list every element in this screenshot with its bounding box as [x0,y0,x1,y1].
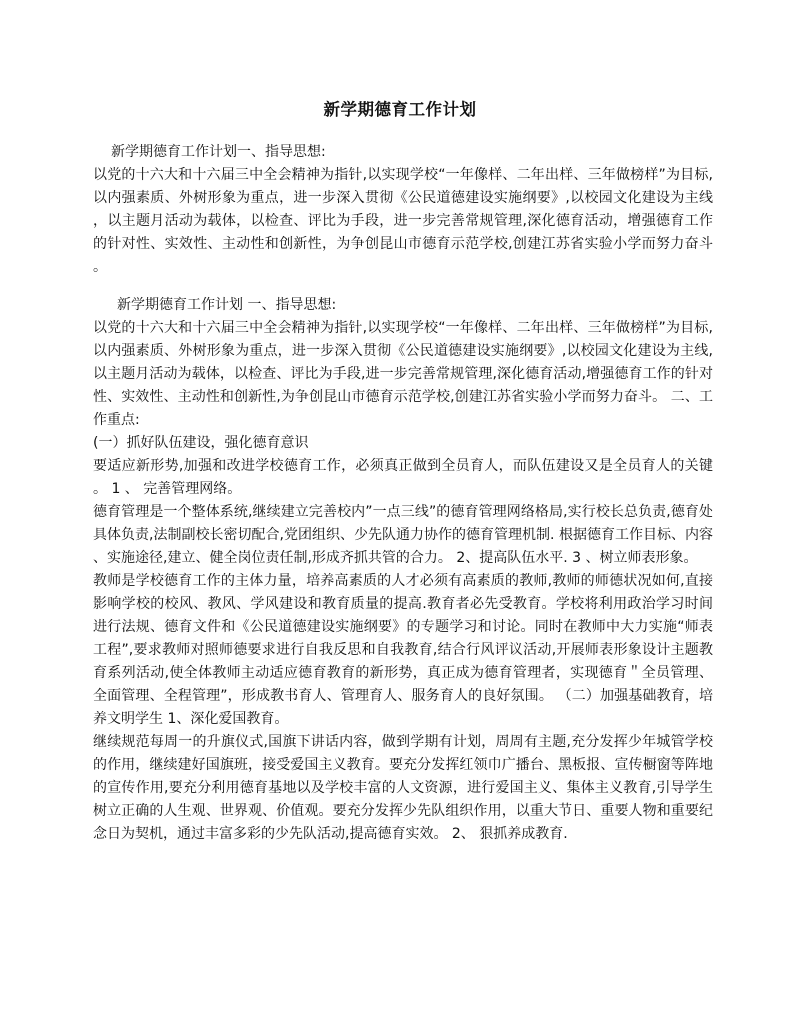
section-one [93,141,713,279]
section-two-paragraph: 教师是学校德育工作的主体力量，培养高素质的人才必须有高素质的教师,教师的师德状况如何,直接影响学校的校风、教风、学风建设和教育质量的提高.教育者必先受教育。学校将利用政治学习时间进行法规、德育文件和《公民道德建设实施纲要》的专题学习和讨论。同时在教师中大力实施“师表工程”,要求教师对照师德要求进行自我反思和自我教育,结合行风评议活动,开展师表形象设计主题教育系列活动,使全体教师主动适应德育教育的新形势，真正成为德育管理者，实现德育＂全员管理、全面管理、全程管理”，形成教书育人、管理育人、服务育人的良好氛围。 （二）加强基础教育，培养文明学生 1、深化爱国教育。 [93,573,713,727]
section-two [93,294,713,846]
section-two-heading: 新学期德育工作计划 一、指导思想: [117,297,337,313]
section-one-body: 以党的十六大和十六届三中全会精神为指针,以实现学校“一年像样、二年出样、三年做榜样”为目标,以内强素质、外树形象为重点，进一步深入贯彻《公民道德建设实施纲要》,以校园文化建设为主线，以主题月活动为载体，以检查、评比为手段，进一步完善常规管理,深化德育活动，增强德育工作的针对性、实效性、主动性和创新性，为争创昆山市德育示范学校,创建江苏省实验小学而努力奋斗。 [93,167,713,275]
section-two-paragraph: (一）抓好队伍建设，强化德育意识 [93,435,309,451]
section-one-heading: 新学期德育工作计划一、指导思想: [111,144,326,160]
section-two-paragraph: 继续规范每周一的升旗仪式,国旗下讲话内容，做到学期有计划，周周有主题,充分发挥少年城管学校的作用，继续建好国旗班，接受爱国主义教育。要充分发挥红领巾广播台、黑板报、宣传橱窗等阵地的宣传作用,要充分利用德育基地以及学校丰富的人文资源，进行爱国主义、集体主义教育,引导学生树立正确的人生观、世界观、价值观。要充分发挥少先队组织作用，以重大节日、重要人物和重要纪念日为契机，通过丰富多彩的少先队活动,提高德育实效。 2、 狠抓养成教育. [93,734,713,842]
section-two-paragraph: 以党的十六大和十六届三中全会精神为指针,以实现学校“一年像样、二年出样、三年做榜样”为目标,以内强素质、外树形象为重点，进一步深入贯彻《公民道德建设实施纲要》,以校园文化建设为主线,以主题月活动为载体，以检查、评比为手段,进一步完善常规管理,深化德育活动,增强德育工作的针对性、实效性、主动性和创新性,为争创昆山市德育示范学校,创建江苏省实验小学而努力奋斗。 二、工作重点: [93,320,713,428]
section-two-paragraph: 德育管理是一个整体系统,继续建立完善校内”一点三线”的德育管理网络格局,实行校长总负责,德育处具体负责,法制副校长密切配合,党团组织、少先队通力协作的德育管理机制. 根据德育工作目标、内容、实施途径,建立、健全岗位责任制,形成齐抓共管的合力。 2、提高队伍水平. 3 、树立师表形象。 [93,504,713,566]
section-two-paragraph: 要适应新形势,加强和改进学校德育工作，必须真正做到全员育人，而队伍建设又是全员育人的关键。 1 、 完善管理网络。 [93,458,713,497]
document-title: 新学期德育工作计划 [323,100,477,119]
